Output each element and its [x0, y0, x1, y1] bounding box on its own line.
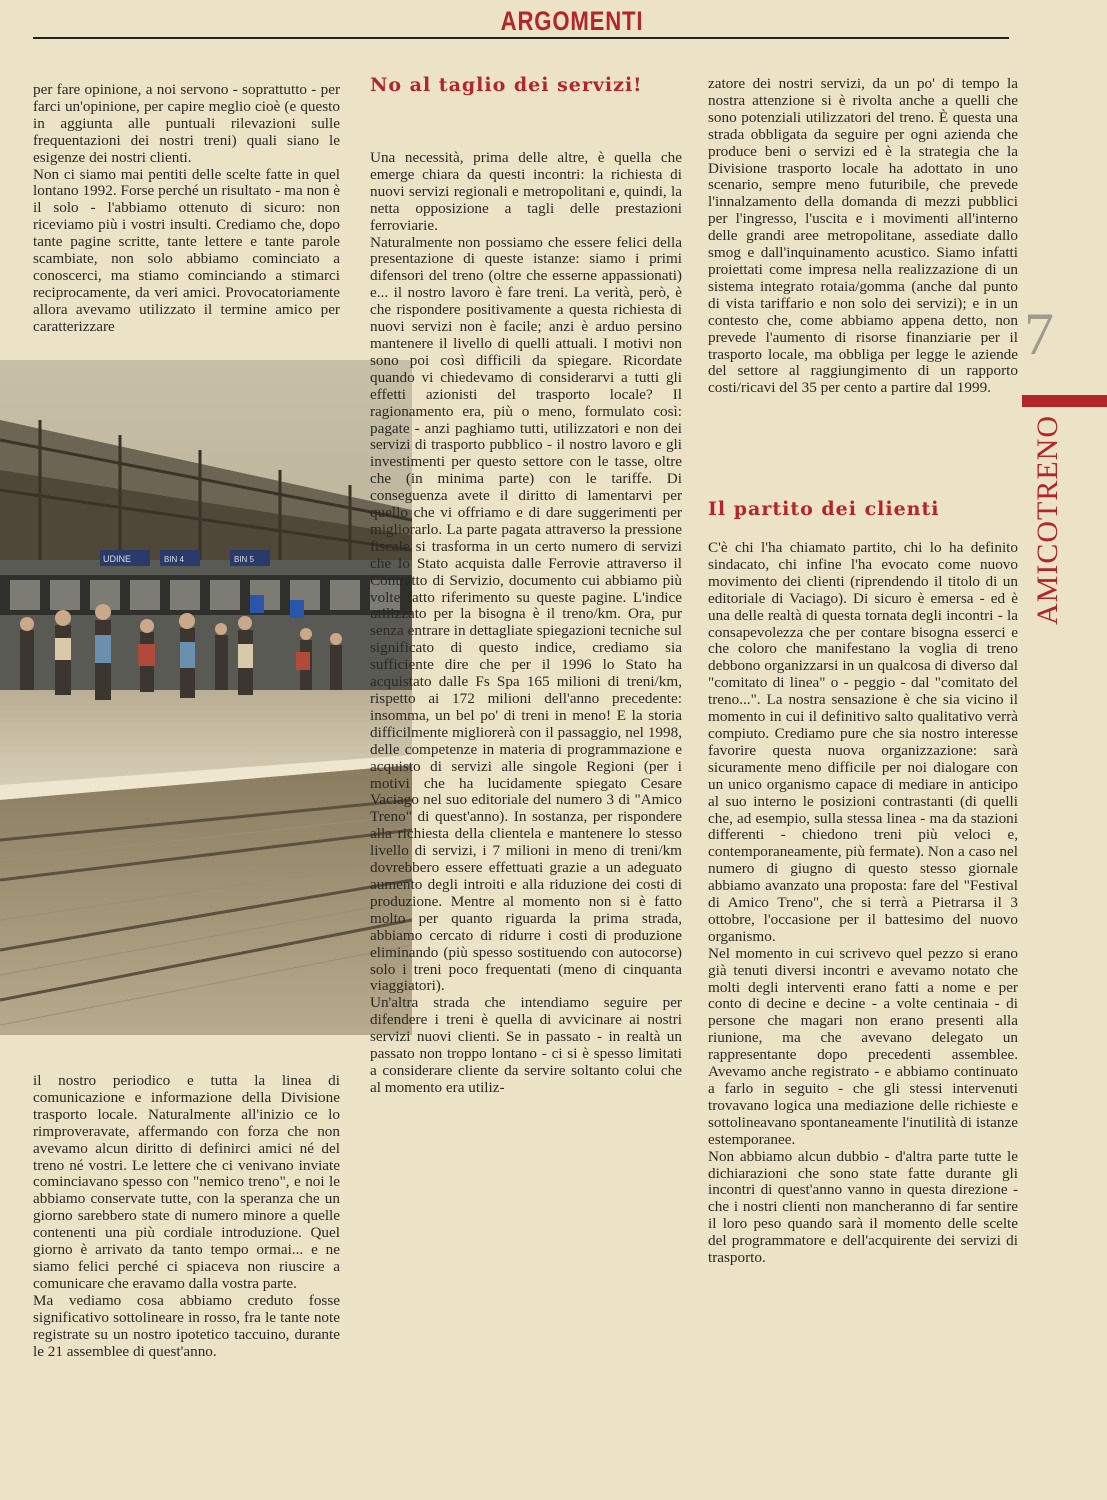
paragraph: zatore dei nostri servizi, da un po' di tempo la nostra attenzione si è rivolta anche a quelli che sono potenziali utilizzatori del treno. È questa una strada obbligata da seguire per ogni azienda che produce beni o servizi ed è la strategia che la Divisione trasporto locale ha adottato in uno scenario, sempre meno futuribile, che prevede l'innalzamento della domanda di mezzi pubblici per l'ingresso, l'uscita e i movimenti all'interno delle grandi aree metropolitane, assediate dallo smog e dall'inquinamento acustico. Siamo infatti proiettati come impresa nella realizzazione di un sistema integrato rotaia/gomma (anche dal punto di vista tariffario e non solo dei servizi); e in un contesto che, come abbiamo appena detto, non prevede l'aumento di risorse finanziarie per il trasporto locale, ma obbliga per legge le aziende del settore al raggiungimento di un rapporto costi/ricavi del 35 per cento a partire dal 1999. [708, 75, 1018, 397]
paragraph: Nel momento in cui scrivevo quel pezzo si erano già tenuti diversi incontri e avevamo notato che molti degli interventi erano fatti a nome e per conto di decine e decine - a volte centinaia - di persone che magari non erano presenti alla riunione, ma che avevano delegato un rappresentante dopo precedenti assemblee. Avevamo anche registrato - e abbiamo continuato a farlo in seguito - che gli stessi intervenuti trovavano logica una mediazione delle richieste e sottolineavano spontaneamente l'inutilità di istanze estemporanee. [708, 944, 1018, 1148]
sign-bin-4: BIN 4 [164, 555, 185, 564]
station-photo [0, 360, 412, 1035]
section-title: ARGOMENTI [500, 6, 644, 36]
header-rule [33, 37, 1009, 39]
paragraph: Naturalmente non possiamo che essere felici della presentazione di queste istanze: siamo i primi difensori del treno (oltre che esserne appassionati) e... il nostro lavoro è fare treni. La verità, però, è che rispondere positivamente a questa richiesta di nuovi servizi non è facile; anzi è arduo persino mantenere il livello di quelli attuali. I motivi non sono poi così difficili da spiegare. Ricordate quando vi chiedevamo di considerarvi a tutti gli effetti azionisti del trasporto locale? Il ragionamento era, più o meno, formulato così: pagate - anzi paghiamo tutti, utilizzatori e non dei servizi di trasporto pubblico - il nostro lavoro e gli investimenti per questo settore con le tasse, oltre che (in minima parte) con le tariffe. Di conseguenza avete il diritto di lamentarvi per quello che vi offriamo e di dare suggerimenti per migliorarlo. La parte pagata attraverso la pressione fiscale si trasforma in un certo numero di servizi che lo Stato acquista dalle Ferrovie attraverso il Contratto di Servizio, documento cui abbiamo più volte fatto riferimento su queste pagine. L'indice utilizzato per la bisogna è il treno/km. Ora, pur senza entrare in dettagliate spiegazioni tecniche sul significato di questo indice, crediamo sia sufficiente dire che per il 1996 lo Stato ha acquistato dalle Fs Spa 165 milioni di treni/km, rispetto ai 172 milioni dell'anno precedente: insomma, un bel po' di treni in meno! E la storia difficilmente migliorerà con il passaggio, nel 1998, delle competenze in materia di programmazione e acquisto di servizi alle singole Regioni (per i motivi che ha lucidamente spiegato Cesare Vaciago nel suo editoriale del numero 3 di "Amico Treno" di quest'anno). In sostanza, per rispondere alla richiesta della clientela e mantenere lo stesso livello di servizi, i 7 milioni in meno di treni/km dovrebbero essere effettuati grazie a un adeguato aumento degli introiti e alla riduzione dei costi di produzione. Mentre al momento non si è fatto molto per quanto riguarda la prima strada, abbiamo cercato di ridurre i costi di produzione eliminando (più spesso sostituendo con autocorse) solo i treni poco frequentati (meno di cinquanta viaggiatori). [370, 233, 682, 995]
paragraph: il nostro periodico e tutta la linea di comunicazione e informazione della Divisione trasporto locale. Naturalmente all'inizio ce lo rimproveravate, affermando con forza che non avevamo alcun diritto di definirci amici né del treno né vostri. Le lettere che ci venivano inviate cominciavano spesso con "nemico treno", e noi le abbiamo conservate tutte, con la speranza che un giorno sarebbero state di numero minore a quelle contenenti una più cordiale introduzione. Quel giorno è arrivato da tanto tempo ormai... e ne siamo felici perché ci spiaceva non riuscire a comunicare che eravamo dalla vostra parte. [33, 1072, 340, 1292]
sidebar-accent-bar [1022, 395, 1107, 407]
sidebar-label [1028, 415, 1068, 625]
amicotreno-label: AMICOTRENO [1031, 415, 1064, 625]
page-number: 7 [1024, 301, 1054, 367]
column-3-bottom [708, 540, 1018, 1267]
heading-no-al-taglio: No al taglio dei servizi! [370, 74, 643, 96]
paragraph: Un'altra strada che intendiamo seguire per difendere i treni è quella di avvicinare ai nostri servizi nuovi clienti. Se in passato - in realtà un passato non troppo lontano - ci si è spesso limitati a considerare cliente da servire soltanto colui che al momento era utiliz- [370, 994, 682, 1096]
paragraph: Non abbiamo alcun dubbio - d'altra parte tutte le dichiarazioni che sono state fatte durante gli incontri di quest'anno vanno in questa direzione - che i nostri clienti non mancheranno di far sentire il loro peso quando sarà il momento delle scelte del programmatore e dell'acquirente dei servizi di trasporto. [708, 1147, 1018, 1267]
heading-partito-dei-clienti: Il partito dei clienti [708, 498, 940, 520]
sign-bin-5: BIN 5 [234, 555, 255, 564]
paragraph: Ma vediamo cosa abbiamo creduto fosse significativo sottolineare in rosso, fra le tante note registrate su un nostro ipotetico taccuino, durante le 21 assemblee di quest'anno. [33, 1291, 340, 1360]
paragraph: per fare opinione, a noi servono - soprattutto - per farci un'opinione, per capire meglio cioè (e questo in aggiunta alle puntuali rilevazioni sulle frequentazioni dei nostri treni) quali siano le esigenze dei nostri clienti. [33, 81, 340, 166]
column-3-top [708, 76, 1018, 397]
paragraph: Non ci siamo mai pentiti delle scelte fatte in quel lontano 1992. Forse perché un risultato - ma non è il solo - l'abbiamo ottenuto di sicuro: non riceviamo più i vostri insulti. Crediamo che, dopo tante pagine scritte, tante lettere e tante parole scambiate, non solo abbiamo cominciato a conoscerci, ma stiamo cominciando a stimarci reciprocamente, da veri amici. Provocatoriamente allora avevamo utilizzato il termine amico per caratterizzare [33, 165, 340, 335]
column-1-top [33, 82, 340, 336]
paragraph: Una necessità, prima delle altre, è quella che emerge chiara da questi incontri: la richiesta di nuovi servizi regionali e metropolitani e, quindi, la netta opposizione a tagli delle prestazioni ferroviarie. [370, 149, 682, 234]
column-1-bottom [33, 1073, 340, 1360]
page-header [0, 0, 1107, 40]
paragraph: C'è chi l'ha chiamato partito, chi lo ha definito sindacato, chi infine l'ha evocato come nuovo movimento dei clienti (riprendendo il titolo di un editoriale di Vaciago). Di sicuro è emersa - ed è una delle realtà di questa tornata degli incontri - la consapevolezza che per contare bisogna esserci e che coloro che manifestano la voglia di treno debbono organizzarsi in un qualcosa di diverso dal "comitato di linea" o - peggio - dal "comitato del treno...". La nostra sensazione è che sia vicino il momento in cui il definitivo salto qualitativo verrà compiuto. Crediamo pure che sia nostro interesse favorire questa nuova organizzazione: sarà sicuramente meno difficile per noi dialogare con un unico organismo capace di mediare in anticipo al suo interno le posizioni contrastanti (di quelli che, ad esempio, sulla stessa linea - ma da stazioni differenti - chiedono treni più veloci e, contemporaneamente, più fermate). Non a caso nel numero di giugno di questo stesso giornale abbiamo avanzato una proposta: fare del "Festival di Amico Treno", che si terrà a Pietrarsa il 3 ottobre, l'occasione per il battesimo del nuovo organismo. [708, 539, 1018, 945]
column-2 [370, 150, 682, 1097]
sign-udine: UDINE [103, 554, 132, 564]
